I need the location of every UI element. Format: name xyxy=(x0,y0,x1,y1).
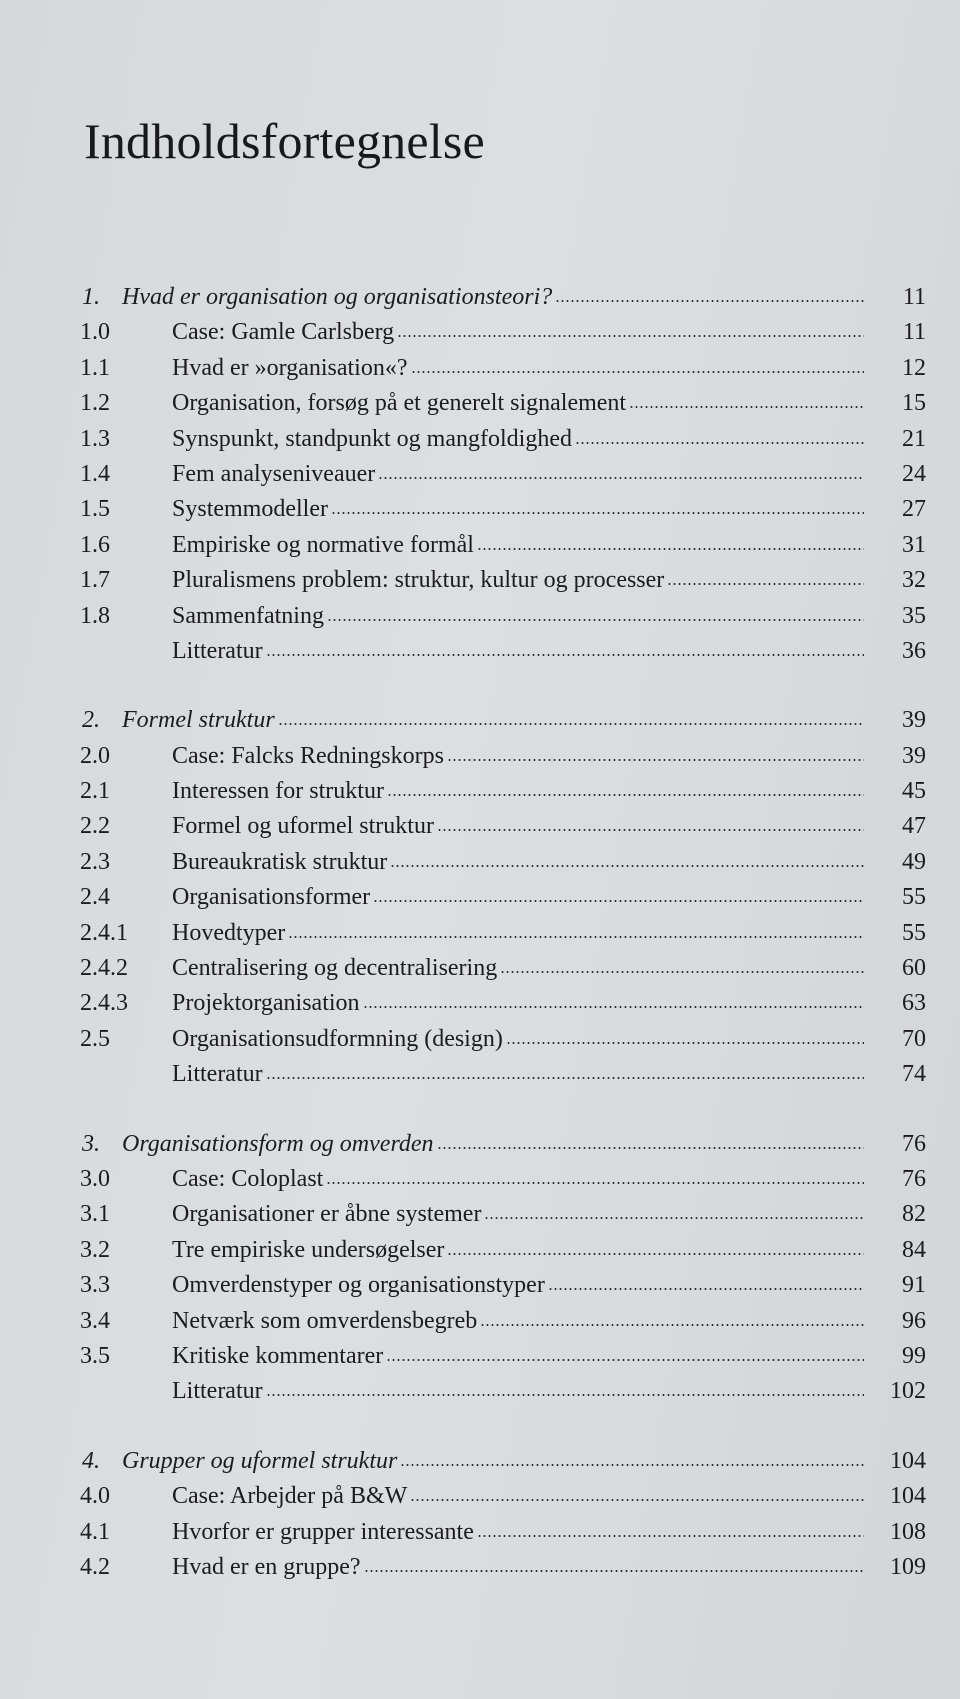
toc-page-number: 104 xyxy=(890,1483,926,1510)
toc-chapter-row xyxy=(80,1127,926,1162)
toc-leader-dots xyxy=(363,1006,864,1008)
toc-title: Hvad er »organisation«? xyxy=(172,354,408,381)
toc-leader-dots xyxy=(410,1499,864,1501)
toc-number: 4.2 xyxy=(80,1553,110,1580)
toc-leader-dots xyxy=(575,442,864,444)
toc-entry-row xyxy=(80,351,926,386)
toc-leader-dots xyxy=(548,1288,864,1290)
toc-leader-dots xyxy=(373,900,864,902)
toc-chapter-row xyxy=(80,703,926,738)
toc-leader-dots xyxy=(266,1077,864,1079)
toc-number: 2.2 xyxy=(80,813,110,840)
toc-entry-row xyxy=(80,986,926,1021)
toc-number: 4. xyxy=(82,1447,100,1474)
toc-number: 2.4.2 xyxy=(80,955,128,982)
toc-leader-dots xyxy=(266,654,864,656)
toc-entry-row xyxy=(80,951,926,986)
toc-leader-dots xyxy=(484,1217,864,1219)
toc-number: 1.2 xyxy=(80,390,110,417)
toc-entry-row xyxy=(80,315,926,350)
toc-entry-row xyxy=(80,809,926,844)
toc-page-number: 96 xyxy=(902,1307,926,1334)
toc-page-number: 55 xyxy=(902,884,926,911)
toc-title: Netværk som omverdensbegreb xyxy=(172,1307,478,1334)
toc-page-number: 74 xyxy=(902,1061,926,1088)
toc-number: 1.7 xyxy=(80,567,110,594)
toc-title: Tre empiriske undersøgelser xyxy=(172,1236,445,1263)
toc-entry-row xyxy=(80,1515,926,1550)
toc-entry-row xyxy=(80,386,926,421)
toc-number: 2. xyxy=(82,707,100,734)
toc-leader-dots xyxy=(555,300,864,302)
toc-leader-dots xyxy=(390,865,864,867)
toc-number: 4.1 xyxy=(80,1518,110,1545)
toc-page-number: 104 xyxy=(890,1447,926,1474)
toc-title: Sammenfatning xyxy=(172,602,324,629)
toc-entry-row xyxy=(80,1268,926,1303)
toc-number: 3.2 xyxy=(80,1236,110,1263)
toc-page-number: 45 xyxy=(902,778,926,805)
toc-number: 1.4 xyxy=(80,460,110,487)
toc-entry-row xyxy=(80,916,926,951)
toc-entry-row xyxy=(80,774,926,809)
toc-page-number: 32 xyxy=(902,567,926,594)
toc-chapter-section xyxy=(80,1127,926,1410)
toc-title: Interessen for struktur xyxy=(172,778,384,805)
toc-title: Organisationsform og omverden xyxy=(122,1130,434,1157)
toc-number: 1.5 xyxy=(80,496,110,523)
toc-leader-dots xyxy=(326,1182,864,1184)
toc-entry-row xyxy=(80,422,926,457)
toc-title: Synspunkt, standpunkt og mangfoldighed xyxy=(172,425,572,452)
toc-page-number: 102 xyxy=(890,1378,926,1405)
toc-page-number: 47 xyxy=(902,813,926,840)
toc-title: Organisationsformer xyxy=(172,884,371,911)
toc-leader-dots xyxy=(378,477,864,479)
toc-number: 3.1 xyxy=(80,1201,110,1228)
toc-chapter-section xyxy=(80,1444,926,1586)
toc-chapter-section xyxy=(80,703,926,1092)
toc-leader-dots xyxy=(266,1394,864,1396)
toc-leader-dots xyxy=(331,512,864,514)
toc-entry-row xyxy=(80,528,926,563)
toc-number: 2.4 xyxy=(80,884,110,911)
toc-leader-dots xyxy=(447,759,864,761)
toc-number: 2.3 xyxy=(80,848,110,875)
toc-title: Grupper og uformel struktur xyxy=(122,1447,398,1474)
toc-entry-row xyxy=(80,845,926,880)
toc-leader-dots xyxy=(327,619,864,621)
toc-page-number: 82 xyxy=(902,1201,926,1228)
toc-page-number: 109 xyxy=(890,1553,926,1580)
toc-entry-row xyxy=(80,1339,926,1374)
toc-number: 3.3 xyxy=(80,1272,110,1299)
toc-title: Organisation, forsøg på et generelt signalement xyxy=(172,390,627,417)
toc-entry-row xyxy=(80,880,926,915)
toc-chapter-section xyxy=(80,280,926,669)
toc-title: Hvad er organisation og organisationsteori? xyxy=(122,284,553,310)
toc-title: Case: Falcks Redningskorps xyxy=(172,742,444,769)
toc-page-number: 21 xyxy=(902,425,926,452)
toc-entry-row xyxy=(80,1057,926,1092)
toc-title: Fem analyseniveauer xyxy=(172,460,376,487)
toc-number: 2.4.1 xyxy=(80,919,128,946)
toc-page-number: 31 xyxy=(902,531,926,558)
toc-entry-row xyxy=(80,1374,926,1409)
toc-page-number: 39 xyxy=(902,707,926,734)
toc-page-number: 15 xyxy=(902,390,926,417)
toc-leader-dots xyxy=(477,1535,864,1537)
toc-leader-dots xyxy=(400,1464,864,1466)
toc-entry-row xyxy=(80,1550,926,1585)
toc-number: 1.3 xyxy=(80,425,110,452)
toc-title: Kritiske kommentarer xyxy=(172,1342,384,1369)
toc-leader-dots xyxy=(437,1147,864,1149)
toc-leader-dots xyxy=(667,583,864,585)
toc-page-number: 27 xyxy=(902,496,926,523)
toc-page-number: 36 xyxy=(902,637,926,664)
toc-leader-dots xyxy=(364,1570,864,1572)
toc-page-number: 70 xyxy=(902,1025,926,1052)
toc-page-number: 84 xyxy=(902,1236,926,1263)
toc-number: 1.8 xyxy=(80,602,110,629)
toc-number: 1.6 xyxy=(80,531,110,558)
toc-page-number: 91 xyxy=(902,1272,926,1299)
toc-leader-dots xyxy=(397,335,864,337)
table-of-contents xyxy=(80,280,926,1585)
toc-title: Litteratur xyxy=(172,1378,263,1405)
toc-entry-row xyxy=(80,1162,926,1197)
toc-number: 3.5 xyxy=(80,1342,110,1369)
toc-title: Formel og uformel struktur xyxy=(172,813,434,840)
toc-number: 2.4.3 xyxy=(80,990,128,1017)
toc-entry-row xyxy=(80,457,926,492)
toc-page-number: 12 xyxy=(902,354,926,381)
toc-leader-dots xyxy=(480,1324,864,1326)
toc-chapter-row xyxy=(80,1444,926,1479)
toc-page-number: 35 xyxy=(902,602,926,629)
toc-entry-row xyxy=(80,492,926,527)
toc-leader-dots xyxy=(437,829,864,831)
page-title: Indholdsfortegnelse xyxy=(84,113,485,169)
toc-page-number: 60 xyxy=(902,955,926,982)
toc-entry-row xyxy=(80,1233,926,1268)
toc-title: Hvorfor er grupper interessante xyxy=(172,1518,474,1545)
toc-number: 4.0 xyxy=(80,1483,110,1510)
toc-page-number: 11 xyxy=(902,319,926,346)
toc-title: Hvad er en gruppe? xyxy=(172,1553,361,1580)
toc-entry-row xyxy=(80,1479,926,1514)
toc-title: Bureaukratisk struktur xyxy=(172,848,388,875)
toc-title: Case: Gamle Carlsberg xyxy=(172,319,395,346)
toc-title: Pluralismens problem: struktur, kultur og processer xyxy=(172,567,665,594)
toc-leader-dots xyxy=(411,371,865,373)
toc-title: Hovedtyper xyxy=(172,919,286,946)
toc-title: Case: Arbejder på B&W xyxy=(172,1483,408,1510)
toc-title: Projektorganisation xyxy=(172,990,360,1017)
toc-leader-dots xyxy=(278,723,864,725)
toc-leader-dots xyxy=(500,971,864,973)
toc-page-number: 76 xyxy=(902,1165,926,1192)
toc-entry-row xyxy=(80,563,926,598)
toc-number: 3. xyxy=(82,1130,100,1157)
toc-entry-row xyxy=(80,599,926,634)
toc-leader-dots xyxy=(447,1253,864,1255)
toc-number: 1. xyxy=(82,284,100,310)
toc-page-number: 63 xyxy=(902,990,926,1017)
toc-leader-dots xyxy=(288,936,864,938)
toc-entry-row xyxy=(80,634,926,669)
toc-entry-row xyxy=(80,739,926,774)
toc-entry-row xyxy=(80,1197,926,1232)
toc-leader-dots xyxy=(387,794,864,796)
toc-entry-row xyxy=(80,1022,926,1057)
toc-number: 2.0 xyxy=(80,742,110,769)
toc-title: Omverdenstyper og organisationstyper xyxy=(172,1272,545,1299)
toc-number: 1.0 xyxy=(80,319,110,346)
toc-page-number: 24 xyxy=(902,460,926,487)
toc-title: Litteratur xyxy=(172,1061,263,1088)
toc-number: 3.0 xyxy=(80,1165,110,1192)
toc-page-number: 49 xyxy=(902,848,926,875)
toc-page-number: 11 xyxy=(902,284,926,310)
toc-page-number: 99 xyxy=(902,1342,926,1369)
toc-title: Empiriske og normative formål xyxy=(172,531,474,558)
toc-page-number: 39 xyxy=(902,742,926,769)
toc-title: Formel struktur xyxy=(122,707,275,734)
toc-title: Litteratur xyxy=(172,637,263,664)
toc-title: Organisationer er åbne systemer xyxy=(172,1201,482,1228)
toc-page-number: 108 xyxy=(890,1518,926,1545)
toc-number: 1.1 xyxy=(80,354,110,381)
toc-entry-row xyxy=(80,1304,926,1339)
toc-number: 2.5 xyxy=(80,1025,110,1052)
toc-page-number: 76 xyxy=(902,1130,926,1157)
toc-title: Organisationsudformning (design) xyxy=(172,1025,503,1052)
toc-leader-dots xyxy=(386,1359,864,1361)
toc-leader-dots xyxy=(629,406,864,408)
toc-leader-dots xyxy=(506,1042,864,1044)
toc-title: Centralisering og decentralisering xyxy=(172,955,498,982)
toc-number: 2.1 xyxy=(80,778,110,805)
toc-chapter-row xyxy=(80,280,926,315)
toc-page-number: 55 xyxy=(902,919,926,946)
toc-title: Case: Coloplast xyxy=(172,1165,324,1192)
toc-title: Systemmodeller xyxy=(172,496,328,523)
toc-number: 3.4 xyxy=(80,1307,110,1334)
toc-leader-dots xyxy=(477,548,864,550)
